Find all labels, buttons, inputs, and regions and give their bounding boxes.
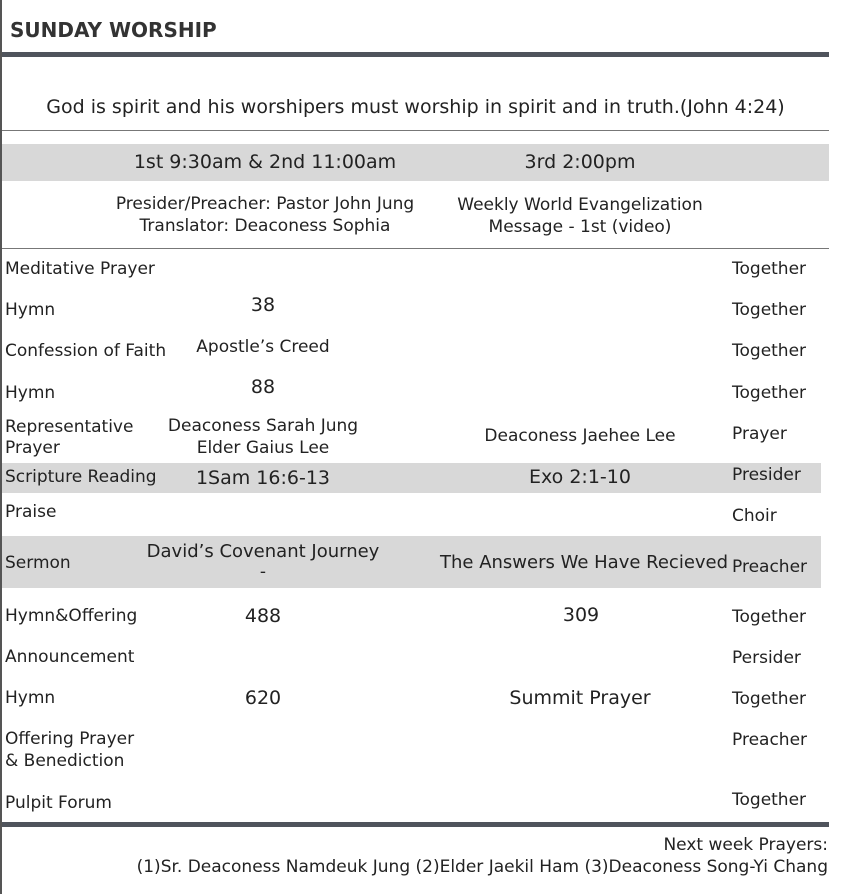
row-leader: Together xyxy=(732,341,807,361)
row-col-a: 88 xyxy=(250,376,276,398)
next-week-prayers-names: (1)Sr. Deaconess Namdeuk Jung (2)Elder Jaekil Ham (3)Deaconess Song-Yi Chang xyxy=(136,857,828,877)
row-leader: Together xyxy=(732,689,807,709)
presider-line: Presider/Preacher: Pastor John Jung xyxy=(115,194,415,214)
translator-line: Translator: Deaconess Sophia xyxy=(139,216,391,236)
row-col-b: Deaconess Jaehee Lee xyxy=(484,426,676,446)
row-leader: Choir xyxy=(732,506,777,526)
row-label-line-2: Prayer xyxy=(5,438,60,458)
row-col-a: 38 xyxy=(250,294,276,316)
bible-verse: God is spirit and his worshipers must worship in spirit and in truth.(John 4:24) xyxy=(46,96,785,118)
row-label: Meditative Prayer xyxy=(5,259,155,279)
row-label: Confession of Faith xyxy=(5,341,167,361)
row-leader: Prayer xyxy=(732,424,787,444)
service-time-first-second: 1st 9:30am & 2nd 11:00am xyxy=(133,151,397,173)
row-col-a: Apostle’s Creed xyxy=(196,337,330,357)
row-label: Praise xyxy=(5,502,57,522)
row-col-b: 309 xyxy=(562,604,600,626)
title-divider xyxy=(2,52,829,57)
row-leader: Together xyxy=(732,300,807,320)
left-border xyxy=(0,0,2,894)
row-leader: Preacher xyxy=(732,730,808,750)
row-col-a: 488 xyxy=(244,605,282,627)
row-leader: Together xyxy=(732,383,807,403)
row-col-a: 1Sam 16:6-13 xyxy=(195,467,331,489)
row-col-b: The Answers We Have Recieved xyxy=(440,552,729,573)
row-label: Hymn xyxy=(5,300,56,320)
row-label-line-2: & Benediction xyxy=(5,751,125,771)
row-col-a-line-2: Elder Gaius Lee xyxy=(196,438,330,458)
row-leader: Presider xyxy=(732,465,801,485)
row-label-line-1: Representative xyxy=(5,417,134,437)
row-col-b: Exo 2:1-10 xyxy=(529,466,631,488)
row-leader: Persider xyxy=(732,648,801,668)
row-leader: Together xyxy=(732,259,807,279)
footer-divider xyxy=(2,822,829,827)
row-col-a-line-2: - xyxy=(259,562,267,582)
header-divider xyxy=(2,248,829,249)
third-service-line-1: Weekly World Evangelization xyxy=(457,195,703,215)
next-week-prayers-heading: Next week Prayers: xyxy=(663,835,828,855)
row-label: Hymn xyxy=(5,688,56,708)
page-title: SUNDAY WORSHIP xyxy=(10,18,217,42)
row-label: Sermon xyxy=(5,553,71,573)
third-service-line-2: Message - 1st (video) xyxy=(488,217,672,237)
service-time-third: 3rd 2:00pm xyxy=(524,151,636,173)
row-col-b: Summit Prayer xyxy=(509,687,651,709)
row-col-a-line-1: Deaconess Sarah Jung xyxy=(167,416,359,436)
row-label: Hymn xyxy=(5,383,56,403)
row-label-line-1: Offering Prayer xyxy=(5,729,135,749)
row-label: Announcement xyxy=(5,647,135,667)
row-label: Pulpit Forum xyxy=(5,793,112,813)
row-col-a: 620 xyxy=(244,687,282,709)
row-col-a-line-1: David’s Covenant Journey xyxy=(146,541,380,562)
row-leader: Together xyxy=(732,607,807,627)
row-leader: Together xyxy=(732,790,807,810)
verse-divider xyxy=(2,130,829,131)
row-label: Hymn&Offering xyxy=(5,606,138,626)
row-label: Scripture Reading xyxy=(5,467,157,487)
row-leader: Preacher xyxy=(732,557,808,577)
